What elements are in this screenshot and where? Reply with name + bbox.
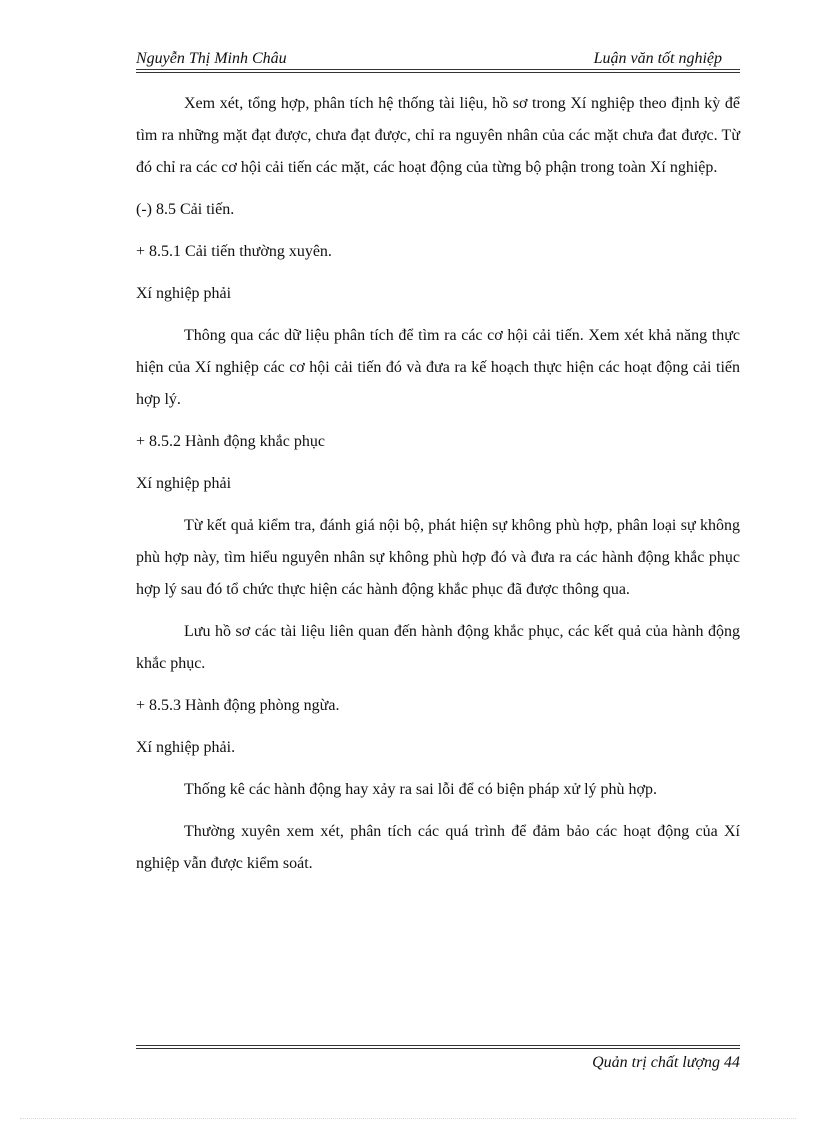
page-body — [136, 88, 740, 890]
header-doc-type: Luận văn tốt nghiệp — [593, 50, 722, 67]
section-8-5-1: + 8.5.1 Cải tiến thường xuyên. — [136, 243, 332, 260]
paragraph-regular-review: Thường xuyên xem xét, phân tích các quá trình để đảm bảo các hoạt động của Xí nghiệp vẫn được kiểm soát. — [136, 823, 740, 872]
page-header — [136, 48, 740, 70]
label-enterprise-must-2: Xí nghiệp phải — [136, 475, 232, 492]
header-rule-top — [136, 69, 740, 70]
paragraph-corrective: Từ kết quả kiểm tra, đánh giá nội bộ, phát hiện sự không phù hợp, phân loại sự không phù hợp này, tìm hiểu nguyên nhân sự không phù hợp đó và đưa ra các hành động khắc phục hợp lý sau đó tổ chức thực hiện các hành động khắc phục đã được thông qua. — [136, 517, 740, 598]
page-footer: Quản trị chất lượng 44 — [592, 1054, 740, 1071]
header-rule-bottom — [136, 72, 740, 73]
section-8-5-3: + 8.5.3 Hành động phòng ngừa. — [136, 697, 340, 714]
label-enterprise-must-1: Xí nghiệp phải — [136, 285, 232, 302]
section-8-5: (-) 8.5 Cải tiến. — [136, 201, 235, 218]
paragraph-records: Lưu hồ sơ các tài liệu liên quan đến hành động khắc phục, các kết quả của hành động khắc phục. — [136, 623, 740, 672]
footer-rule-bottom — [136, 1048, 740, 1049]
paragraph-review: Xem xét, tổng hợp, phân tích hệ thống tài liệu, hồ sơ trong Xí nghiệp theo định kỳ để tìm ra những mặt đạt được, chưa đạt được, chỉ ra nguyên nhân của các mặt chưa đat được. Từ đó chỉ ra các cơ hội cải tiến các mặt, các hoạt động của từng bộ phận trong toàn Xí nghiệp. — [136, 95, 740, 176]
paragraph-statistics: Thống kê các hành động hay xảy ra sai lỗi để có biện pháp xử lý phù hợp. — [184, 781, 658, 798]
header-author: Nguyễn Thị Minh Châu — [136, 50, 287, 67]
section-8-5-2: + 8.5.2 Hành động khắc phục — [136, 433, 325, 450]
footer-rule-top — [136, 1045, 740, 1046]
paragraph-improvement: Thông qua các dữ liệu phân tích để tìm ra các cơ hội cải tiến. Xem xét khả năng thực hiện của Xí nghiệp các cơ hội cải tiến đó và đưa ra kế hoạch thực hiện các hoạt động cải tiến hợp lý. — [136, 327, 740, 408]
label-enterprise-must-3: Xí nghiệp phải. — [136, 739, 236, 756]
page-edge-divider — [20, 1118, 796, 1119]
